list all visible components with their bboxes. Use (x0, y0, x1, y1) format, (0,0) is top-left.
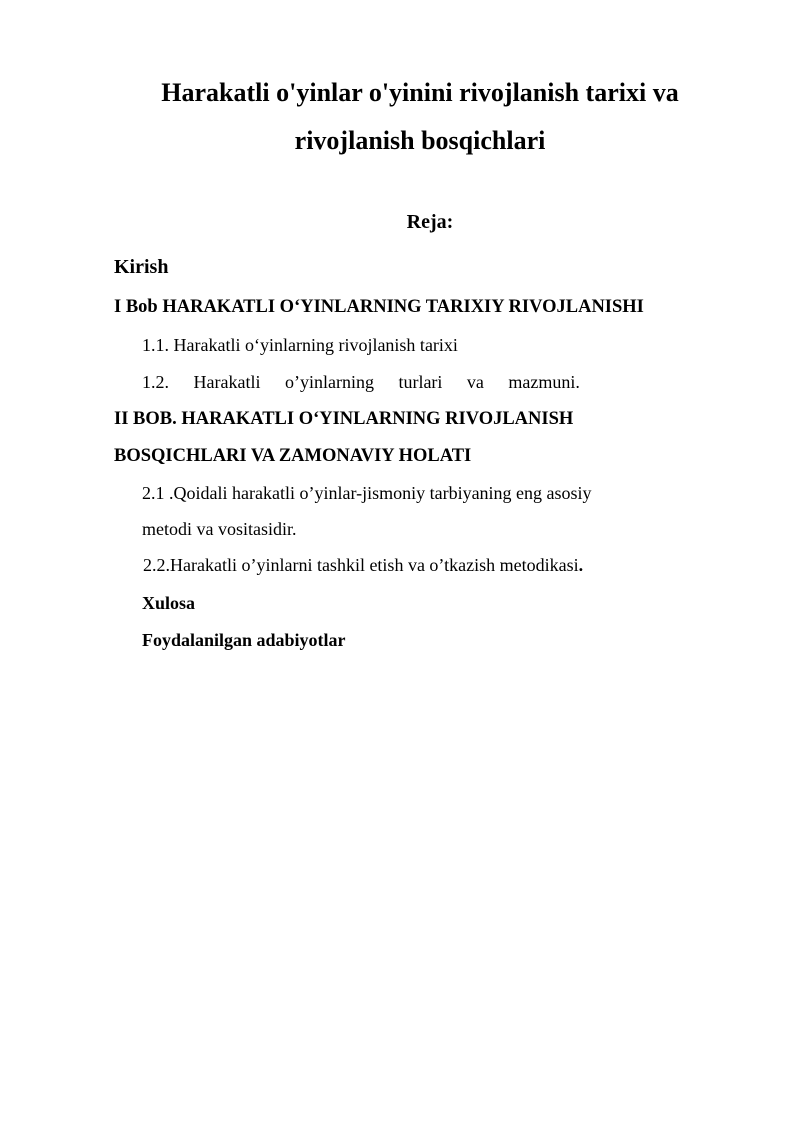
toc-section-1-2: 1.2. Harakatli o’yinlarning turlari va mazmuni. (142, 372, 580, 392)
toc-chapter-2-heading-line-1: II BOB. HARAKATLI O‘YINLARNING RIVOJLANISH (114, 409, 574, 429)
plan-heading: Reja: (406, 211, 454, 233)
toc-references: Foydalanilgan adabiyotlar (142, 630, 346, 650)
toc-section-2-2-text: 2.2.Harakatli o’yinlarni tashkil etish va o’tkazish metodikasi (143, 555, 579, 575)
toc-section-2-1-line-2: metodi va vositasidir. (142, 519, 297, 539)
toc-chapter-2-heading-line-2: BOSQICHLARI VA ZAMONAVIY HOLATI (114, 446, 472, 466)
toc-section-2-1-line-1: 2.1 .Qoidali harakatli o’yinlar-jismoniy tarbiyaning eng asosiy (142, 483, 592, 503)
toc-section-2-2-period: . (578, 555, 584, 575)
toc-section-1-1: 1.1. Harakatli o‘yinlarning rivojlanish tarixi (142, 335, 458, 355)
toc-intro: Kirish (114, 256, 169, 278)
document-title-line-1: Harakatli o'yinlar o'yinini rivojlanish tarixi va (161, 78, 679, 107)
toc-section-2-2 (143, 556, 583, 574)
toc-conclusion: Xulosa (142, 593, 196, 613)
toc-chapter-1-heading: I Bob HARAKATLI O‘YINLARNING TARIXIY RIVOJLANISHI (114, 297, 644, 317)
document-title-line-2: rivojlanish bosqichlari (294, 126, 546, 155)
